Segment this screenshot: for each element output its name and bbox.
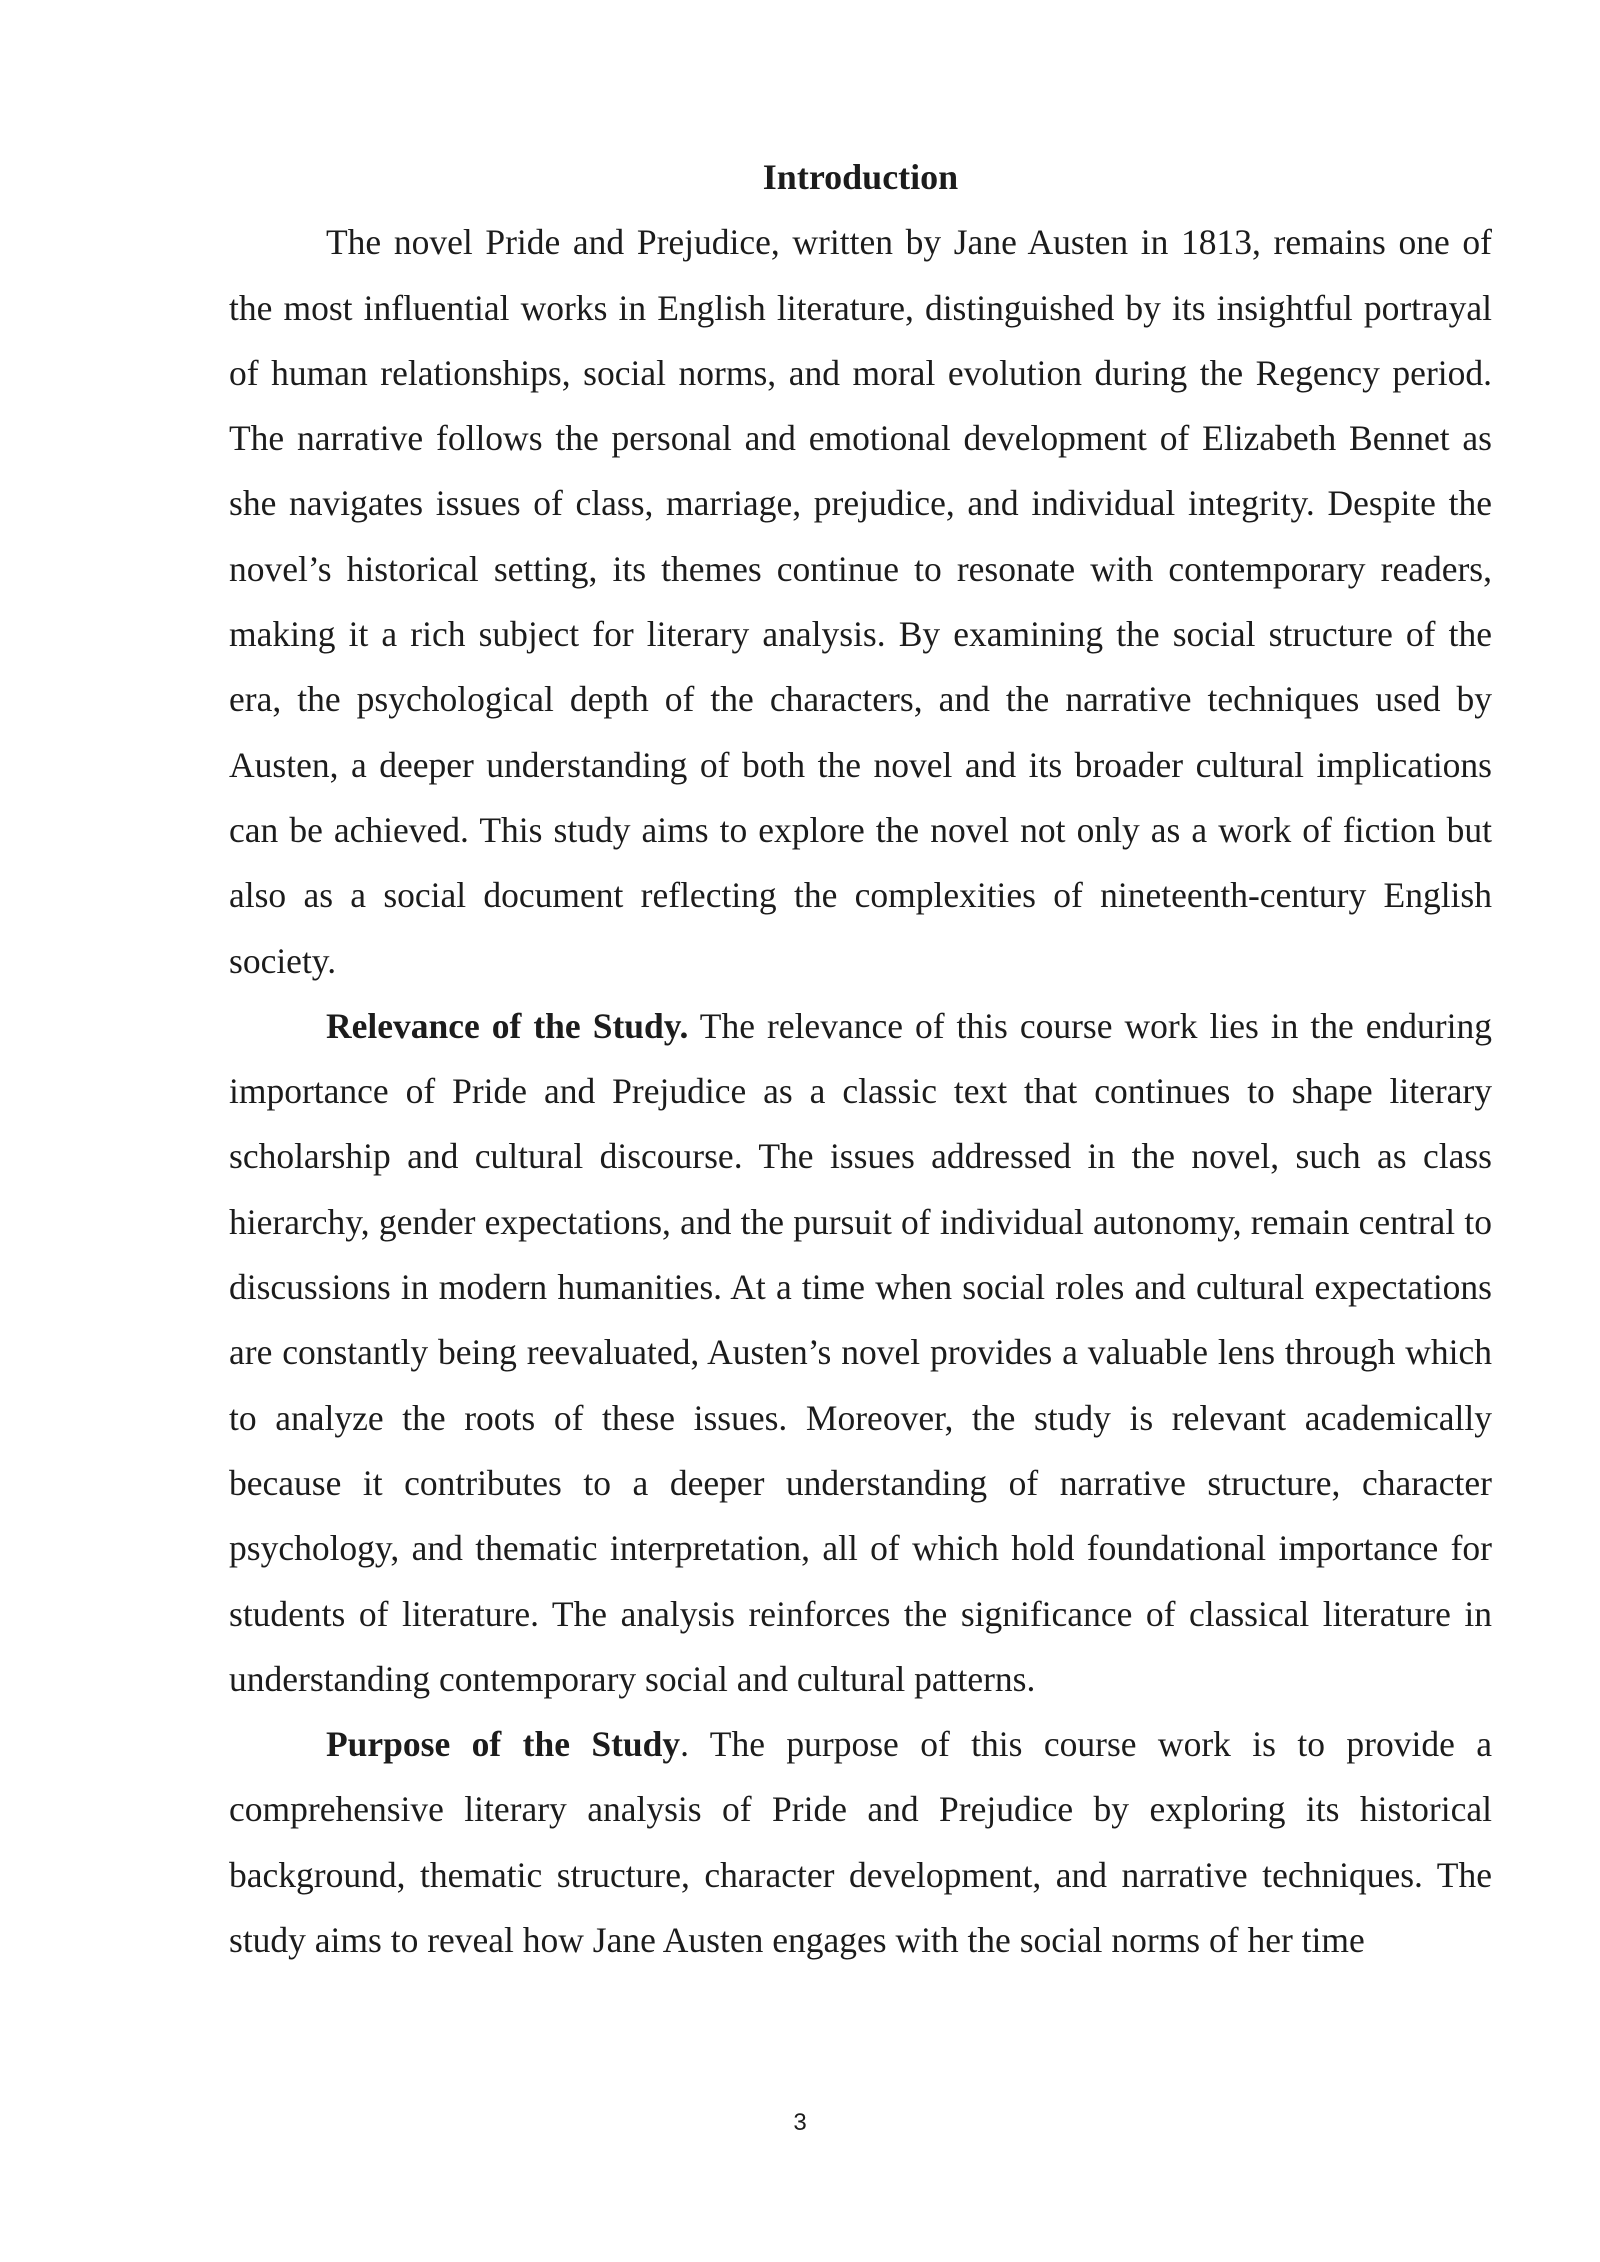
paragraph-body: The relevance of this course work lies in the enduring importance of Pride and Prejudice as a classic text that continues to shape literary scholarship and cultural discourse. The issues addressed in the novel, such as class hierarchy, gender expectations, and the pursuit of individual autonomy, remain central to discussions in modern humanities. At a time when social roles and cultural expectations are constantly being reevaluated, Austen’s novel provides a valuable lens through which to analyze the roots of these issues. Moreover, the study is relevant academically because it contributes to a deeper understanding of narrative structure, character psychology, and thematic interpretation, all of which hold foundational importance for students of literature. The analysis reinforces the significance of classical literature in understanding contemporary social and cultural patterns. (229, 1005, 1492, 1699)
page-number: 3 (793, 2109, 807, 2136)
paragraph-body: The novel Pride and Prejudice, written by Jane Austen in 1813, remains one of the most influential works in English literature, distinguished by its insightful portrayal of human relationships, social norms, and moral evolution during the Regency period. The narrative follows the personal and emotional development of Elizabeth Bennet as she navigates issues of class, marriage, prejudice, and individual integrity. Despite the novel’s historical setting, its themes continue to resonate with contemporary readers, making it a rich subject for literary analysis. By examining the social structure of the era, the psychological depth of the characters, and the narrative techniques used by Austen, a deeper understanding of both the novel and its broader cultural implications can be achieved. This study aims to explore the novel not only as a work of fiction but also as a social document reflecting the complexities of nineteenth-century English society. (229, 222, 1492, 981)
section-title: Introduction (762, 157, 959, 197)
paragraph-heading-relevance: Relevance of the Study. (326, 1005, 689, 1046)
page-content (229, 145, 1492, 1973)
paragraph-heading-purpose: Purpose of the Study (326, 1724, 681, 1765)
purpose-paragraph (229, 1712, 1492, 1973)
paragraph-body: . The purpose of this course work is to provide a comprehensive literary analysis of Pride and Prejudice by exploring its historical background, thematic structure, character development, and narrative techniques. The study aims to reveal how Jane Austen engages with the social norms of her time (229, 1724, 1493, 1961)
intro-paragraph (229, 210, 1492, 994)
relevance-paragraph (229, 994, 1492, 1712)
